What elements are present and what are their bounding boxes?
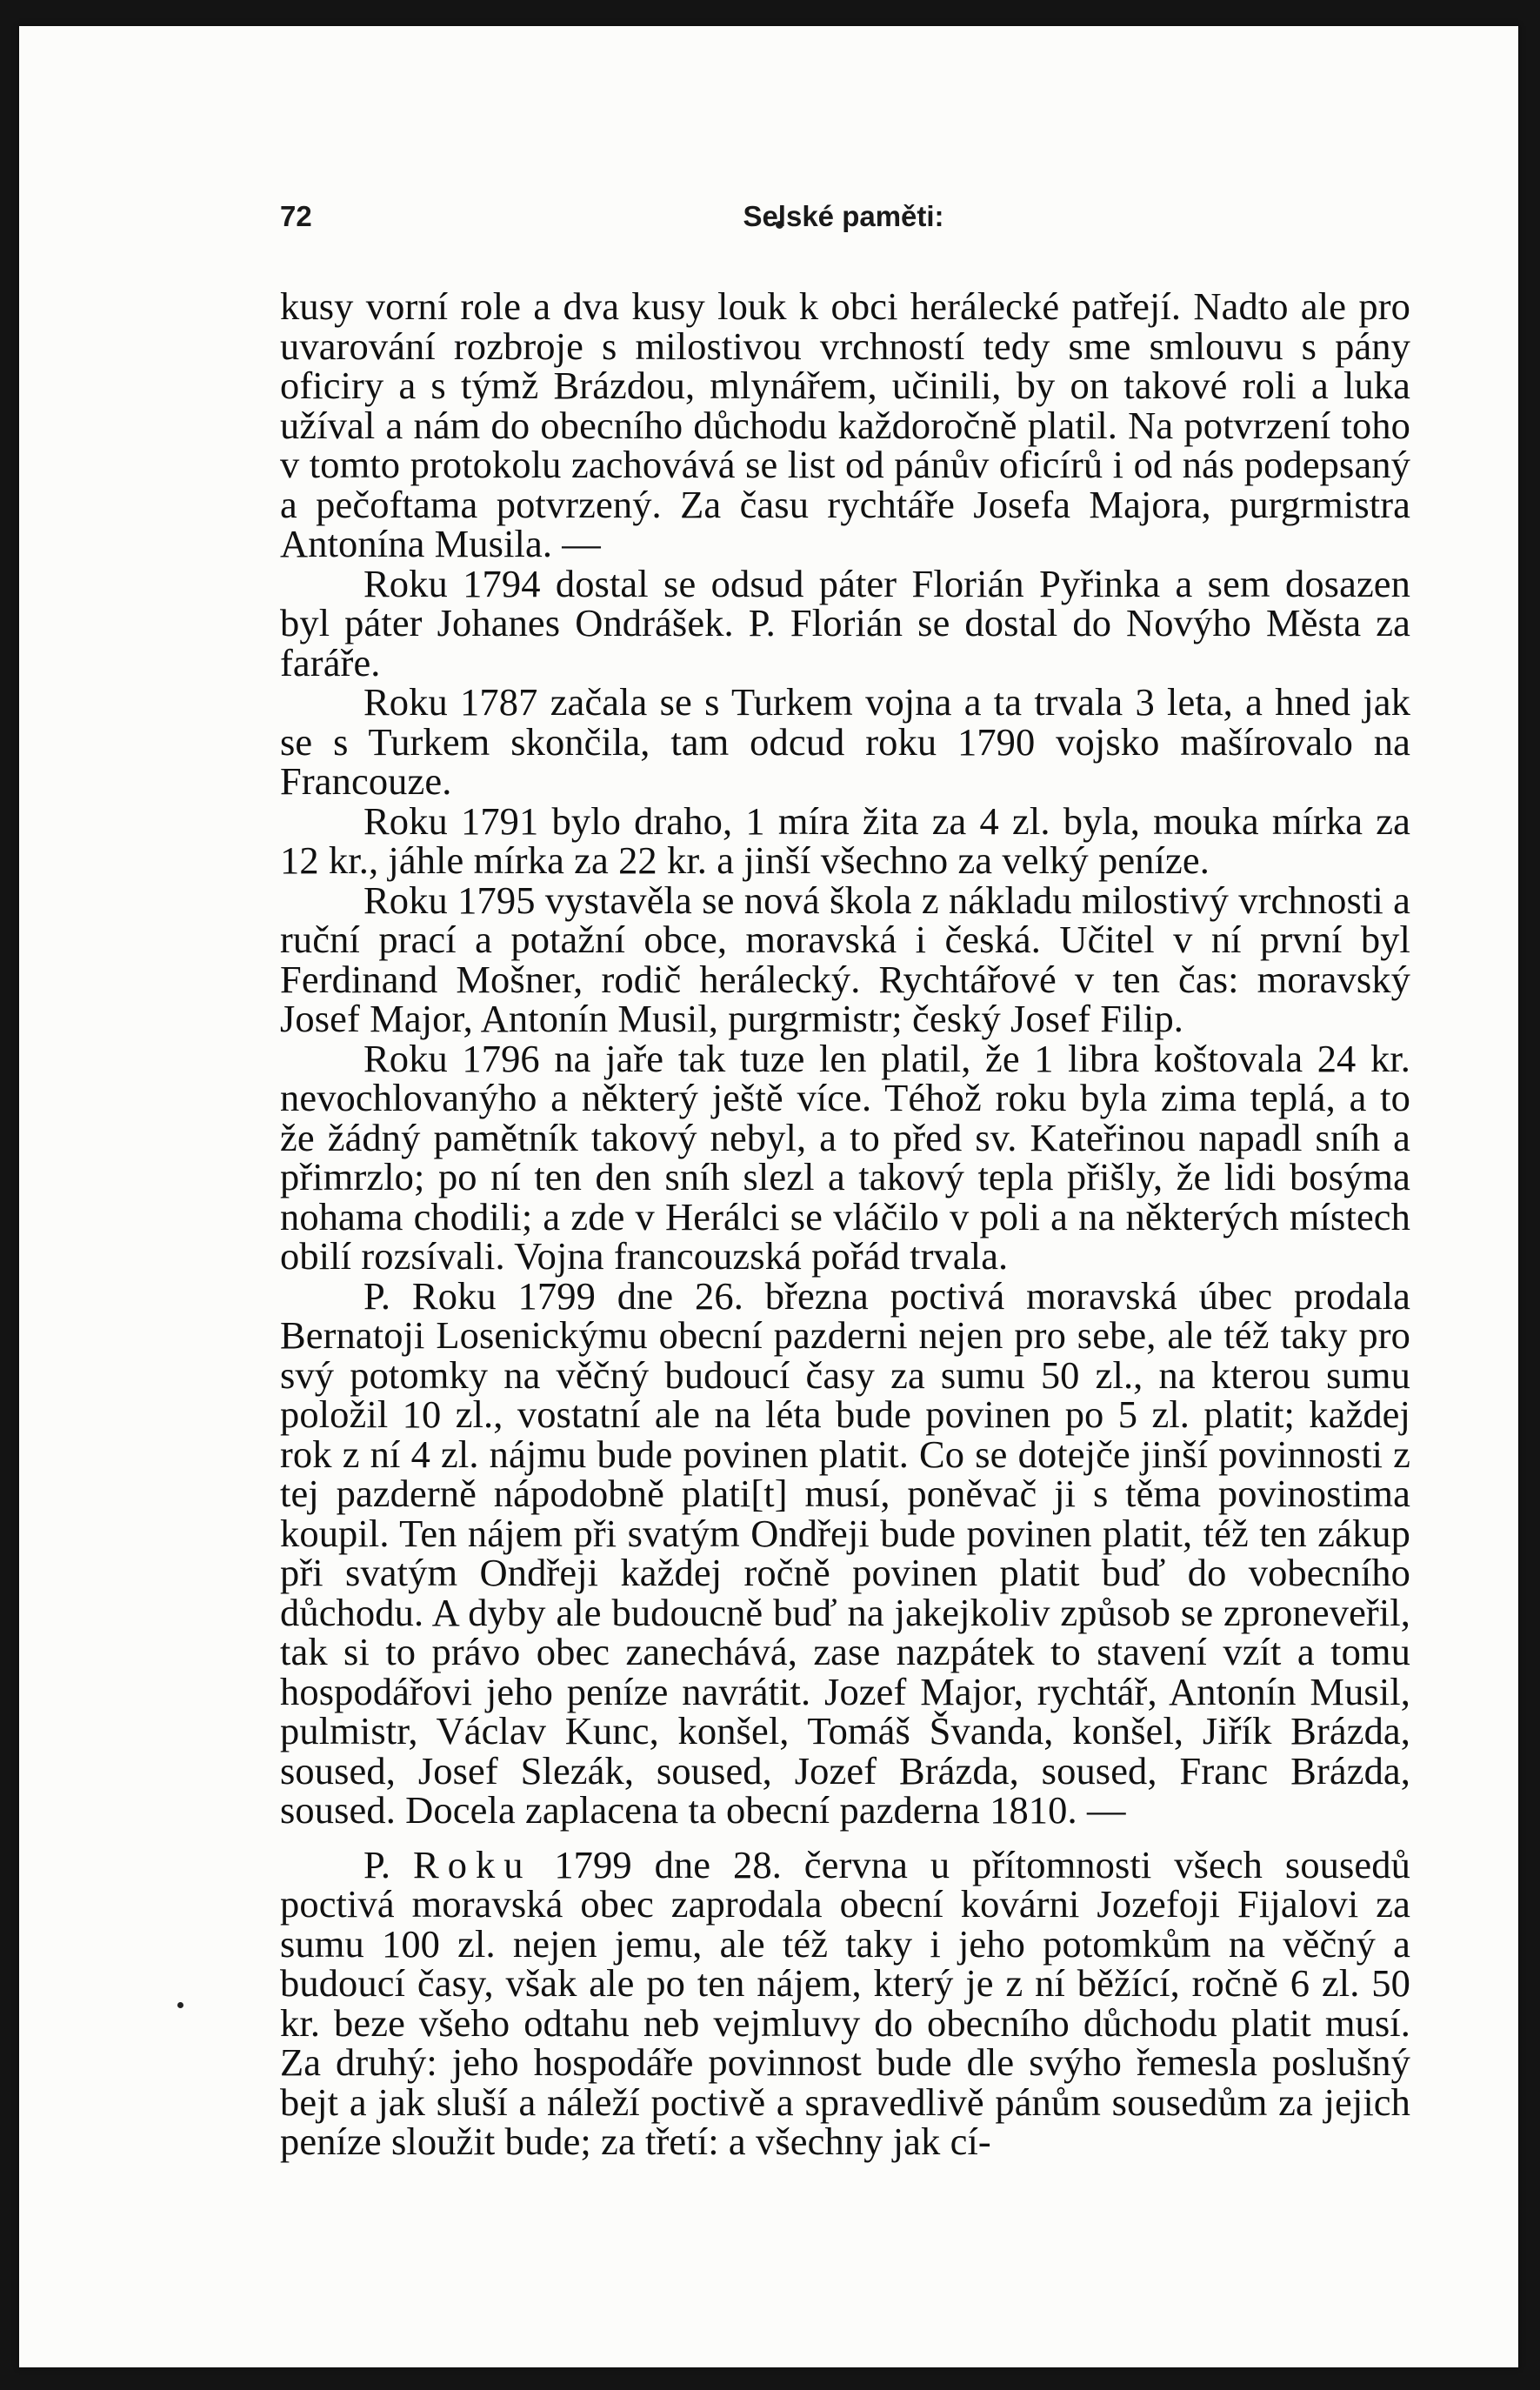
paragraph: Roku 1795 vystavěla se nová škola z nákladu milostivý vrchnosti a ruční prací a potažní obce, moravská i česká. Učitel v ní první byl Ferdinand Mošner, rodič herálecký. Rychtářové v ten čas: moravský Josef Major, Antonín Musil, purgrmistr; český Josef Filip. bbox=[280, 878, 1410, 1040]
paragraph-lead: P. bbox=[363, 1842, 414, 1886]
paragraph: kusy vorní role a dva kusy louk k obci herálecké patřejí. Nadto ale pro uvarování rozbroje s milostivou vrchností tedy sme smlouvu s pány oficiry a s týmž Brázdou, mlynářem, učinili, by on takové roli a luka užíval a nám do obecního důchodu každoročně platil. Na potvrzení toho v tomto protokolu zachovává se list od pánův oficírů i od nás podepsaný a pečoftama potvrzený. Za času rychtáře Josefa Majora, purgrmistra Antonína Musila. — bbox=[280, 284, 1410, 565]
paragraph-text: 1799 dne 28. června u přítomnosti všech sousedů poctivá moravská obec zaprodala obecní kovárni Jozefoji Fijalovi za sumu 100 zl. nejen jemu, ale též taky i jeho potomkům na věčný a budoucí časy, však ale po ten nájem, který je z ní běžící, ročně 6 zl. 50 kr. beze všeho odtahu neb vejmluvy do obecního důchodu platit musí. Za druhý: jeho hospodáře povinnost bude dle svýho řemesla poslušný bejt a jak sluší a náleží poctivě a spravedlivě pánům sousedům za jejich peníze sloužit bude; za třetí: a všechny jak cí- bbox=[280, 1842, 1410, 2163]
page-header bbox=[261, 200, 1426, 244]
print-speck bbox=[177, 2002, 183, 2008]
book-page bbox=[19, 26, 1518, 2367]
running-title: Selské paměti: bbox=[743, 200, 944, 232]
spaced-word: Roku bbox=[413, 1842, 532, 1886]
body-text bbox=[280, 284, 1410, 2163]
paragraph: P. Roku 1799 dne 26. března poctivá moravská úbec prodala Bernatoji Losenickýmu obecní pazderni nejen pro sebe, ale též taky pro svý potomky na věčný budoucí časy za sumu 50 zl., na kterou sumu položil 10 zl., vostatní ale na léta bude povinen po 5 zl. platit; každej rok z ní 4 zl. nájmu bude povinen platit. Co se dotejče jinší povinnosti z tej pazderně nápodobně plati[t] musí, poněvač ji s těma povinostima koupil. Ten nájem při svatým Ondřeji bude povinen platit, též ten zákup při svatým Ondřeji každej ročně povinen platit buď do vobecního důchodu. A dyby ale budoucně buď na jakejkoliv způsob se zproneveřil, tak si to právo obec zanechává, zase nazpátek to stavení vzít a tomu hospodářovi jeho peníze navrátit. Jozef Major, rychtář, Antonín Musil, pulmistr, Václav Kunc, konšel, Tomáš Švanda, konšel, Jiřík Brázda, soused, Josef Slezák, soused, Jozef Brázda, soused, Franc Brázda, soused. Docela zaplacena ta obecní pazderna 1810. — bbox=[280, 1273, 1410, 1832]
page-number: 72 bbox=[280, 200, 312, 232]
paragraph: Roku 1796 na jaře tak tuze len platil, že 1 libra koštovala 24 kr. nevochlovanýho a některý ještě více. Téhož roku byla zima teplá, a to že žádný pamětník takový nebyl, a to před sv. Kateřinou napadl sníh a přimrzlo; po ní ten den sníh slezl a takový tepla přišly, že lidi bosýma nohama chodili; a zde v Herálci se vláčilo v poli a na některých místech obilí rozsívali. Vojna francouzská pořád trvala. bbox=[280, 1036, 1410, 1278]
paragraph: Roku 1787 začala se s Turkem vojna a ta trvala 3 leta, a hned jak se s Turkem skončila, tam odcud roku 1790 vojsko mašírovalo na Francouze. bbox=[280, 680, 1410, 803]
paragraph: Roku 1791 bylo draho, 1 míra žita za 4 zl. byla, mouka mírka za 12 kr., jáhle mírka za 22 kr. a jinší všechno za velký peníze. bbox=[280, 798, 1410, 882]
paragraph bbox=[280, 1842, 1410, 2163]
paragraph: Roku 1794 dostal se odsud páter Florián Pyřinka a sem dosazen byl páter Johanes Ondrášek. P. Florián se dostal do Novýho Města za faráře. bbox=[280, 561, 1410, 684]
